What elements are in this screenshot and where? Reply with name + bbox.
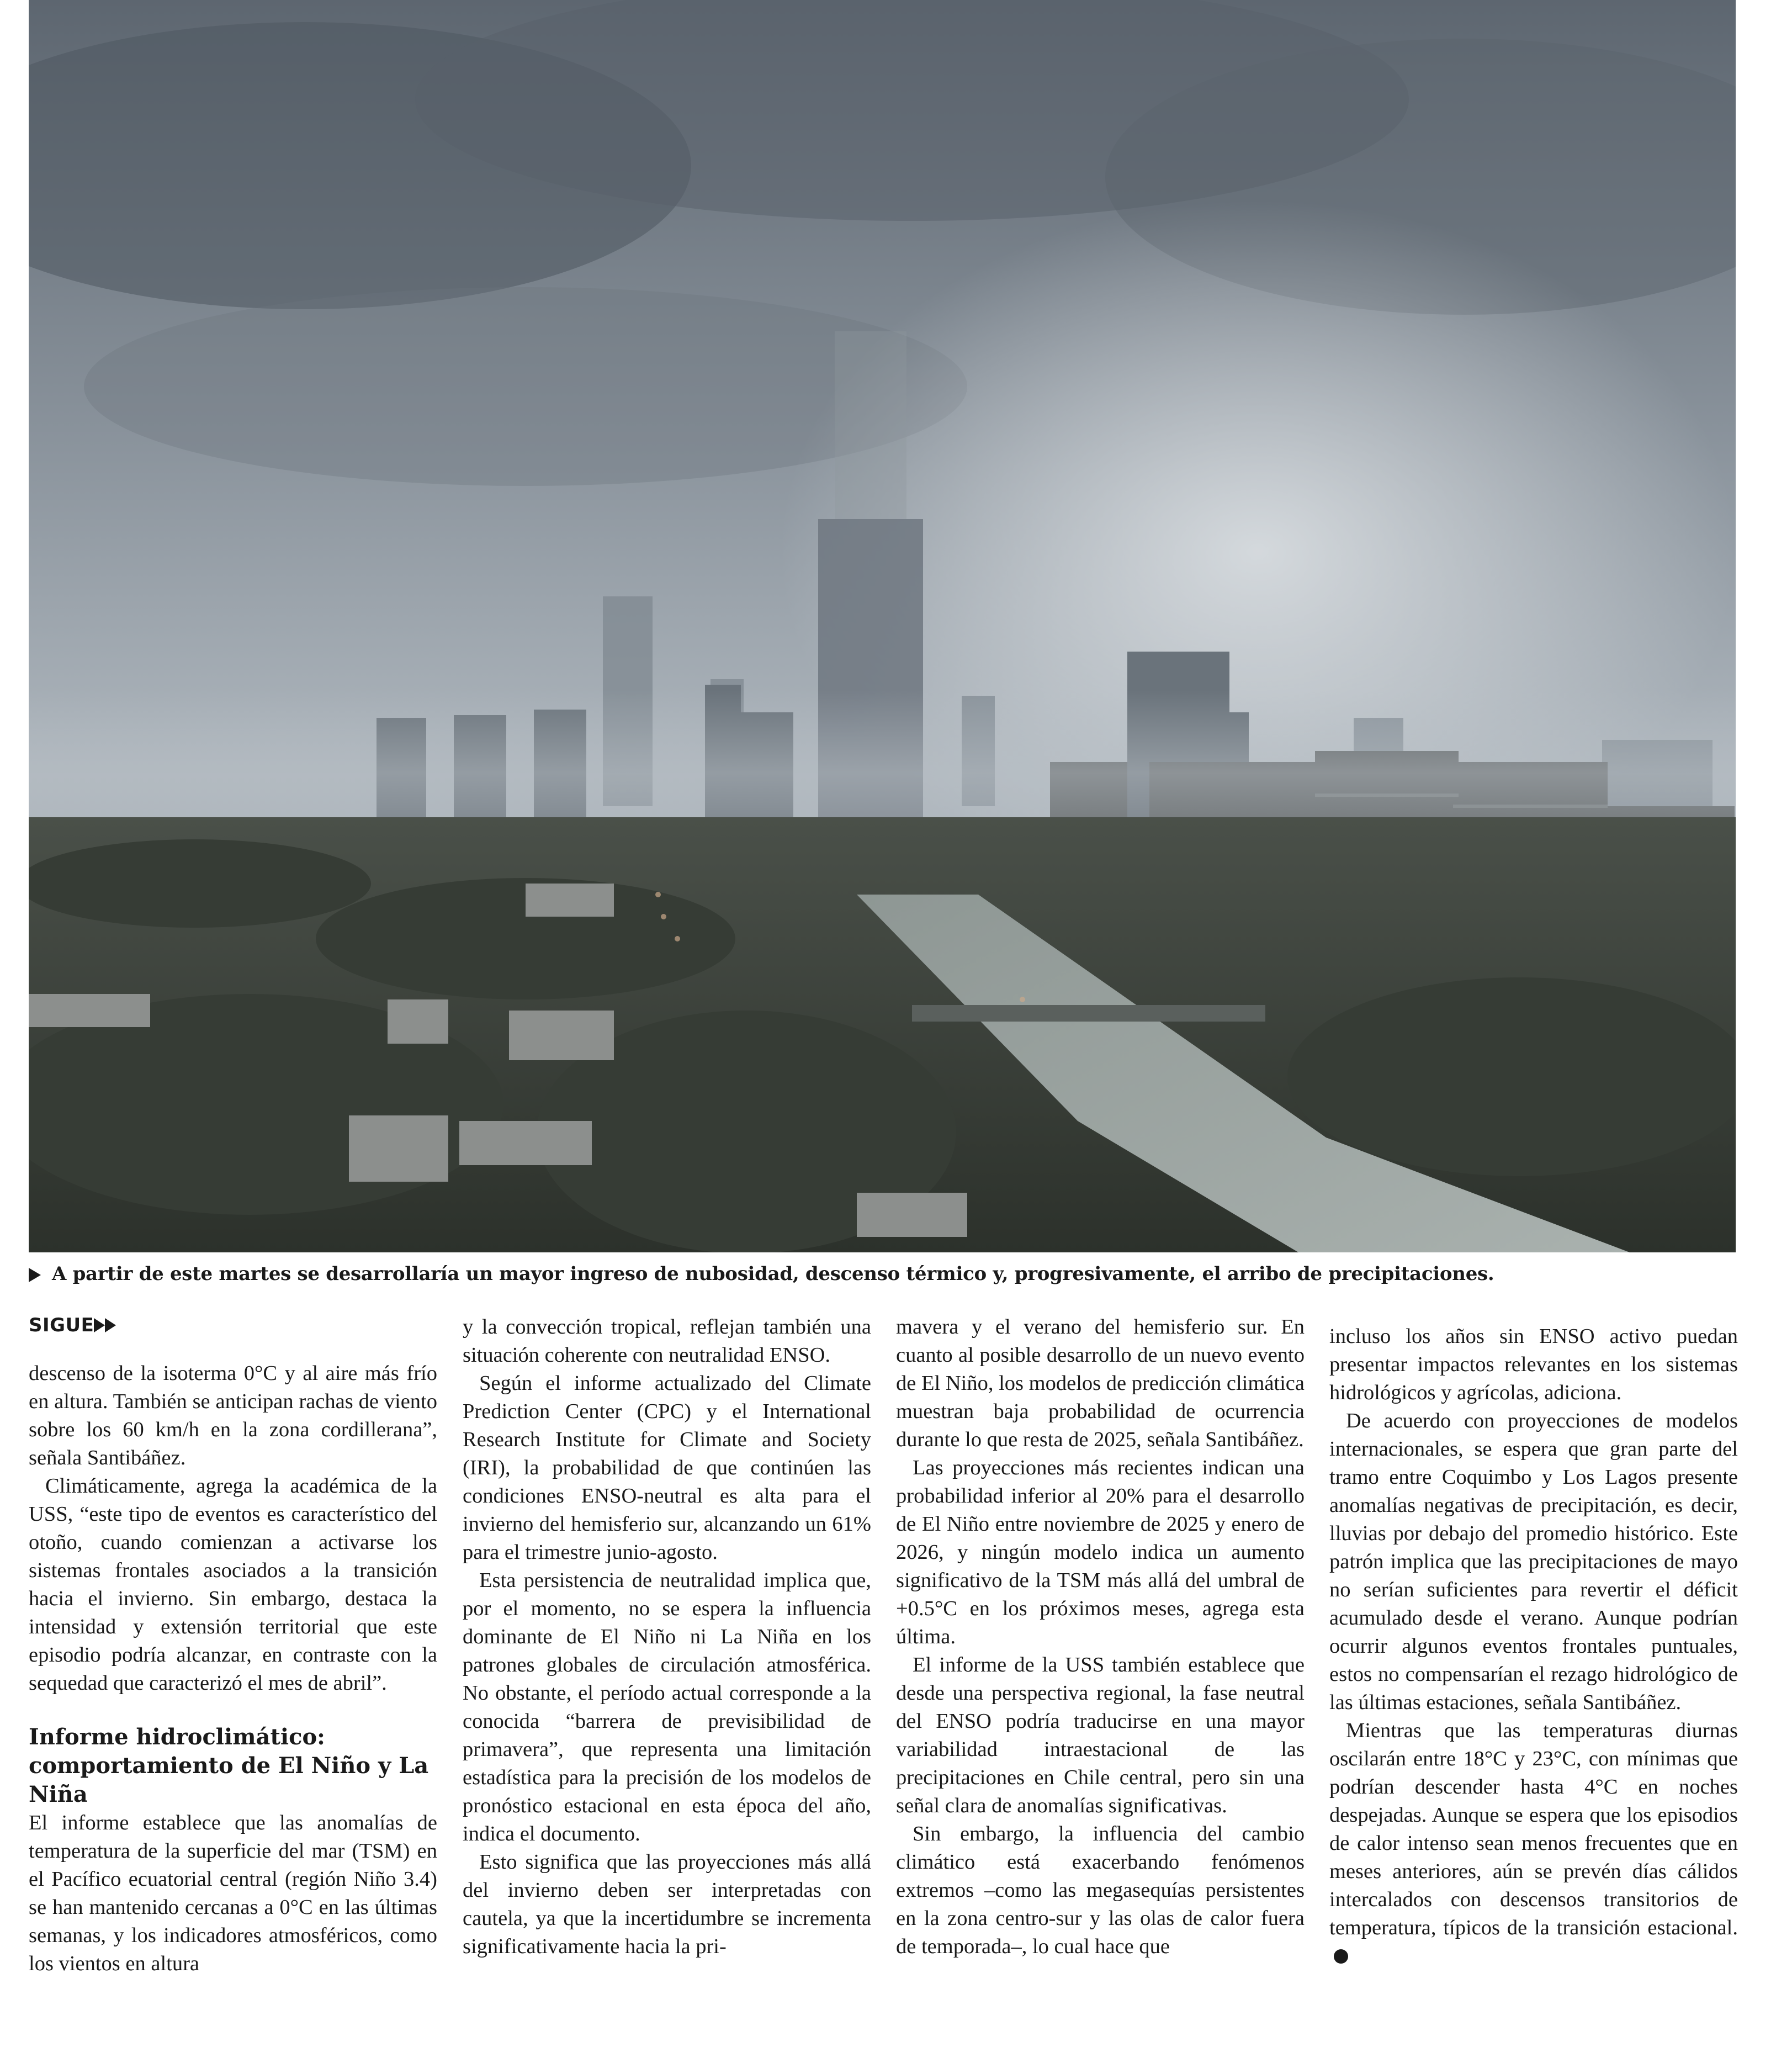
continuation-marker [29, 1313, 437, 1337]
photo-caption [29, 1261, 1736, 1287]
paragraph: El informe de la USS también establece que desde una perspectiva regional, la fase neutral del ENSO podría traducirse en una mayor variabilidad intraestacional de las precipitaciones en Chile central, pero sin una señal clara de anomalías significativas. [896, 1653, 1305, 1817]
sigue-label: SIGUE [29, 1314, 94, 1336]
paragraph: De acuerdo con proyecciones de modelos internacionales, se espera que gran parte del tramo entre Coquimbo y Los Lagos presente anomalías negativas de precipitación, es decir, lluvias por debajo del promedio histórico. Este patrón implica que las precipitaciones de mayo no serían suficientes para revertir el déficit acumulado desde el verano. Aunque podrían ocurrir algunos eventos frontales puntuales, estos no compensarían el rezago hidrológico de las últimas estaciones, señala Santibáñez. [1329, 1409, 1738, 1714]
paragraph: Sin embargo, la influencia del cambio climático está exacerbando fenómenos extremos –como las megasequías persistentes en la zona centro-sur y las olas de calor fuera de temporada–, lo cual hace que [896, 1822, 1305, 1958]
paragraph-text: Mientras que las temperaturas diurnas oscilarán entre 18°C y 23°C, con mínimas que podrían descender hasta 4°C en noches despejadas. Aunque se espera que los episodios de calor intenso sean menos frecuentes que en meses anteriores, aún se prevén días cálidos intercalados con descensos transitorios de temperatura, típicos de la transición estacional. [1329, 1719, 1738, 1939]
cityscape-photo-icon [29, 0, 1736, 1252]
article-photo [29, 0, 1736, 1252]
paragraph: y la convección tropical, reflejan también una situación coherente con neutralidad ENSO. [463, 1315, 871, 1367]
forward-arrow-icon [94, 1318, 105, 1332]
article-column-4 [1329, 1323, 1738, 1970]
paragraph: Climáticamente, agrega la académica de la USS, “este tipo de eventos es característico del otoño, cuando comienzan a activarse los sistemas frontales asociados a la transición hacia el invierno. Sin embargo, destaca la intensidad y extensión territorial que este episodio podría alcanzar, en contraste con la sequedad que caracterizó el mes de abril”. [29, 1474, 437, 1695]
caption-text: A partir de este martes se desarrollaría un mayor ingreso de nubosidad, descenso térmico y, progresivamente, el arribo de precipitaciones. [52, 1263, 1494, 1285]
end-of-article-icon [1334, 1949, 1348, 1964]
paragraph: Esto significa que las proyecciones más allá del invierno deben ser interpretadas con cautela, ya que la incertidumbre se incrementa significativamente hacia la pri- [463, 1850, 871, 1958]
section-heading-line: comportamiento de El Niño y La Niña [29, 1753, 429, 1807]
forward-arrow-icon [105, 1318, 116, 1332]
section-heading-line: Informe hidroclimático: [29, 1724, 325, 1750]
paragraph: Esta persistencia de neutralidad implica que, por el momento, no se espera la influencia dominante de El Niño ni La Niña en los patrones globales de circulación atmosférica. No obstante, el período actual corresponde a la conocida “barrera de previsibilidad de primavera”, que representa una limitación estadística para la precisión de los modelos de pronóstico estacional en esta época del año, indica el documento. [463, 1569, 871, 1845]
paragraph [1329, 1717, 1738, 1970]
section-heading [29, 1723, 437, 1809]
paragraph: El informe establece que las anomalías de temperatura de la superficie del mar (TSM) en el Pacífico ecuatorial central (región Niño 3.4) se han mantenido cercanas a 0°C en las últimas semanas, y los indicadores atmosféricos, como los vientos en altura [29, 1811, 437, 1975]
article-column-2 [463, 1313, 871, 1961]
paragraph: Según el informe actualizado del Climate Prediction Center (CPC) y el International Research Institute for Climate and Society (IRI), la probabilidad de que continúen las condiciones ENSO-neutral es alta para el invierno del hemisferio sur, alcanzando un 61% para el trimestre junio-agosto. [463, 1372, 871, 1564]
article-column-3 [896, 1313, 1305, 1961]
paragraph: mavera y el verano del hemisferio sur. En cuanto al posible desarrollo de un nuevo evento de El Niño, los modelos de predicción climática muestran baja probabilidad de ocurrencia durante lo que resta de 2025, señala Santibáñez. [896, 1315, 1305, 1451]
paragraph: incluso los años sin ENSO activo puedan presentar impactos relevantes en los sistemas hidrológicos y agrícolas, adiciona. [1329, 1325, 1738, 1404]
article-column-1 [29, 1313, 437, 1978]
paragraph: descenso de la isoterma 0°C y al aire más frío en altura. También se anticipan rachas de viento sobre los 60 km/h en la zona cordillerana”, señala Santibáñez. [29, 1362, 437, 1469]
caption-arrow-icon [29, 1268, 41, 1282]
paragraph: Las proyecciones más recientes indican una probabilidad inferior al 20% para el desarrollo de El Niño entre noviembre de 2025 y enero de 2026, y ningún modelo indica un aumento significativo de la TSM más allá del umbral de +0.5°C en los próximos meses, agrega esta última. [896, 1456, 1305, 1648]
